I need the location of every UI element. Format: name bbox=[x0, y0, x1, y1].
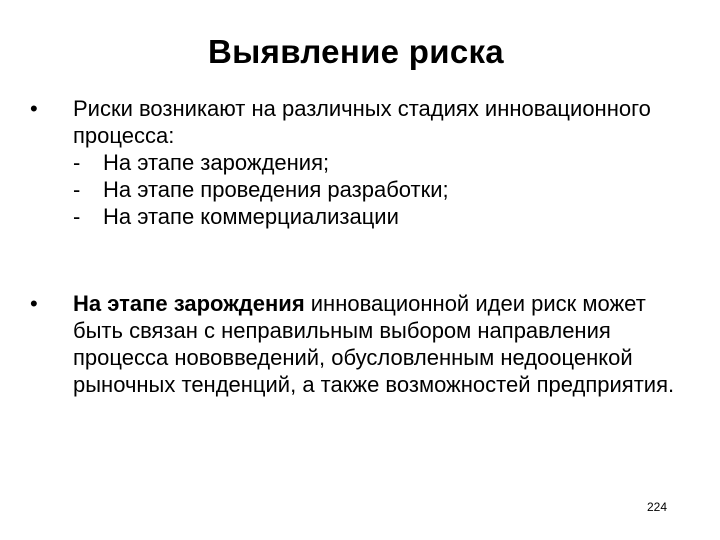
dash-marker: - bbox=[73, 177, 81, 202]
bullet-item bbox=[30, 290, 680, 398]
bullet-body-text: инновационной идеи риск может быть связан с неправильным выбором направления процесса нововведений, обусловленным недооценкой рыночных тенденций, а также возможностей предприятия. bbox=[73, 291, 675, 397]
sub-list-item-text: На этапе зарождения; bbox=[103, 150, 330, 175]
sub-list-item bbox=[73, 203, 680, 230]
sub-list-item bbox=[73, 176, 680, 203]
sub-list-item-text: На этапе проведения разработки; bbox=[103, 177, 449, 202]
bullet-item bbox=[30, 95, 680, 230]
page-number: 224 bbox=[646, 500, 667, 514]
bold-lead-text: На этапе зарождения bbox=[73, 291, 305, 316]
bullet-marker: • bbox=[30, 96, 38, 121]
sub-list-item bbox=[73, 149, 680, 176]
bullet-text bbox=[73, 290, 680, 398]
bullet-marker: • bbox=[30, 291, 38, 316]
slide-title: Выявление риска bbox=[208, 33, 504, 70]
dash-marker: - bbox=[73, 204, 81, 229]
sub-list-item-text: На этапе коммерциализации bbox=[103, 204, 399, 229]
dash-marker: - bbox=[73, 150, 81, 175]
bullet-text: Риски возникают на различных стадиях инновационного процесса: bbox=[73, 96, 651, 148]
